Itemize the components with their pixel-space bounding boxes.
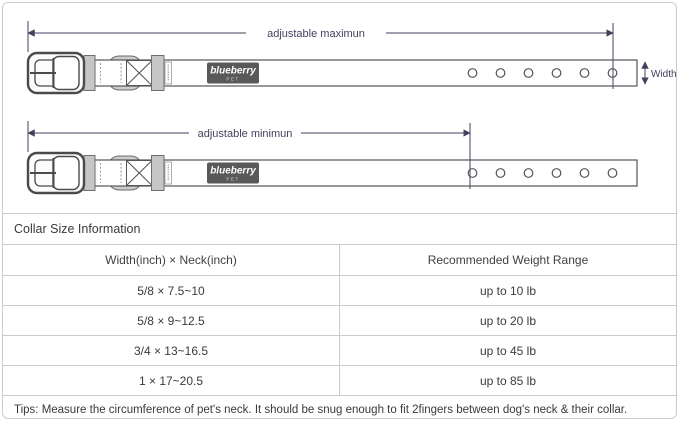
size-cell: 5/8 × 9~12.5 (3, 306, 340, 336)
table-header-row (3, 245, 676, 276)
tips-text: Tips: Measure the circumference of pet's neck. It should be snug enough to fit 2fingers between dog's neck & their collar. (14, 404, 628, 416)
col-header-size: Width(inch) × Neck(inch) (3, 245, 340, 276)
size-cell: 5/8 × 7.5~10 (3, 276, 340, 306)
table-row (3, 336, 676, 366)
weight-cell: up to 20 lb (340, 306, 677, 336)
col-header-weight: Recommended Weight Range (340, 245, 677, 276)
max-dimension-label: adjustable maximun (267, 28, 365, 40)
weight-cell: up to 45 lb (340, 336, 677, 366)
section-title: Collar Size Information (3, 213, 676, 245)
size-cell: 3/4 × 13~16.5 (3, 336, 340, 366)
size-cell: 1 × 17~20.5 (3, 366, 340, 396)
size-table (3, 245, 676, 396)
min-dimension-label: adjustable minimun (197, 128, 293, 140)
table-row (3, 366, 676, 396)
width-dimension-label: Width (651, 69, 677, 80)
table-row (3, 306, 676, 336)
weight-cell: up to 85 lb (340, 366, 677, 396)
size-info-section (3, 213, 676, 421)
weight-cell: up to 10 lb (340, 276, 677, 306)
table-row (3, 276, 676, 306)
